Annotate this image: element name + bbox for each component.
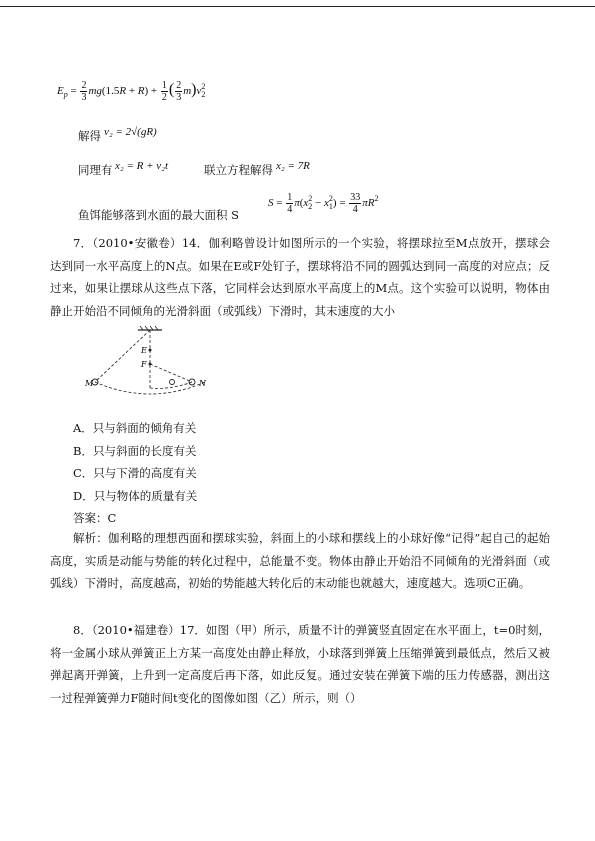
option-a: A．只与斜面的倾角有关 <box>73 421 197 435</box>
pendulum-figure <box>80 324 220 396</box>
question-7-text: 7．（2010•安徽卷）14．伽利略曾设计如图所示的一个实验，将摆球拉至M点放开，摆球会达到同一水平高度上的N点。如果在E或F处钉子，摆球将沿不同的圆弧达到同一高度的对应点；反过来，如果让摆球从这些点下落，它同样会达到原水平高度上的M点。这个实验可以说明，物体由静止开始沿不同倾角的光滑斜面（或弧线）下滑时，其末速度的大小 <box>50 236 550 318</box>
page-top-rule <box>0 6 595 7</box>
similarly-prefix: 同理有 <box>78 163 113 177</box>
equation-x2-result: x₂ = 7R <box>276 160 310 172</box>
combine-prefix: 联立方程解得 <box>204 163 273 177</box>
option-b: B．只与斜面的长度有关 <box>73 444 197 458</box>
equation-v2: v₂ = 2√(gR) <box>104 126 157 138</box>
option-c: C．只与下滑的高度有关 <box>73 466 197 480</box>
label-n: N <box>199 379 206 388</box>
solve-prefix: 解得 <box>78 129 101 143</box>
label-m: M <box>85 379 94 388</box>
equation-x2-sum: x₂ = R + v₂t <box>115 160 169 172</box>
option-d: D．只与物体的质量有关 <box>73 489 198 503</box>
equation-ep: $E_p$ = $\frac{2}{3}$ mg(1.5R + R) + $\frac{1}{2}$ ( $\frac{2}{3}$ $m)v^2_2$ <box>57 80 206 103</box>
equation-area: S = $\frac{1}{4}$ $\pi(x_2^2 - x_1^2)$ = $\frac{33}{4}$ $\pi R^2$ <box>268 192 379 215</box>
label-f: F <box>141 360 147 369</box>
analysis-text: 解析：伽利略的理想西面和摆球实验，斜面上的小球和摆线上的小球好像“记得”起自己的起始高度，实质是动能与势能的转化过程中，总能量不变。物体由静止开始沿不同倾角的光滑斜面（或弧线）下滑时，高度越高，初始的势能越大转化后的末动能也就越大，速度越大。选项C正确。 <box>50 531 550 590</box>
question-8-text: 8．（2010•福建卷）17．如图（甲）所示，质量不计的弹簧竖直固定在水平面上，t=0时刻，将一金属小球从弹簧正上方某一高度处由静止释放，小球落到弹簧上压缩弹簧到最低点，然后又被弹起离开弹簧，上升到一定高度后再下落，如此反复。通过安装在弹簧下端的压力传感器，测出这一过程弹簧弹力F随时间t变化的图像如图（乙）所示，则（） <box>50 623 550 705</box>
label-e: E <box>141 346 147 355</box>
area-prefix: 鱼饵能够落到水面的最大面积 S <box>78 208 240 222</box>
answer: 答案：C <box>73 511 117 525</box>
